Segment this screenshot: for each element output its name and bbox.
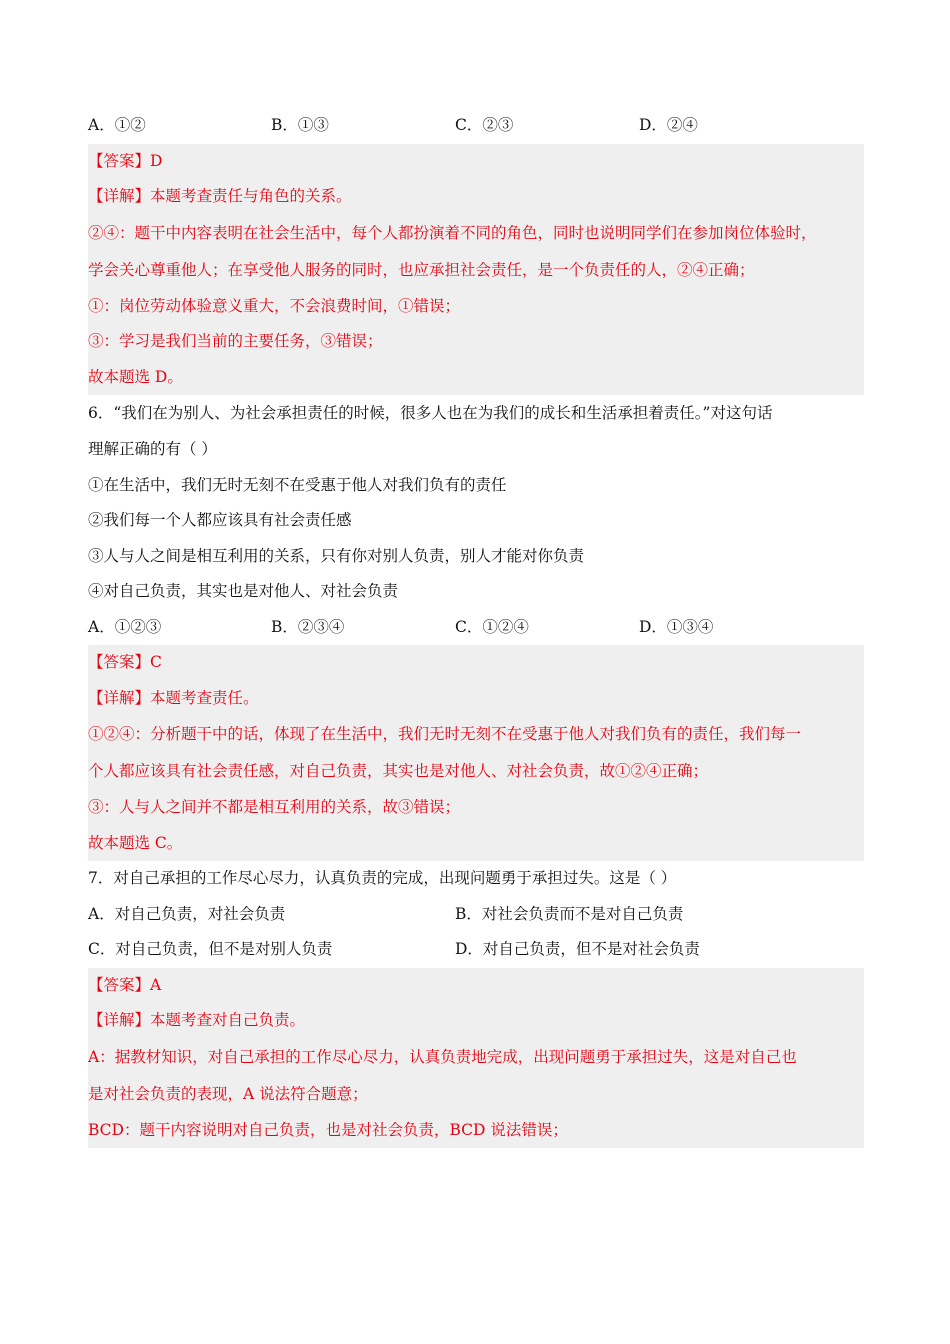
q6-statement: ③人与人之间是相互利用的关系，只有你对别人负责，别人才能对你负责 <box>88 546 585 565</box>
q5-analysis-line: ②④：题干中内容表明在社会生活中，每个人都扮演着不同的角色，同时也说明同学们在参加岗位体验时， <box>88 223 817 242</box>
q6-option-c: C．①②④ <box>455 617 529 636</box>
q7-option-a: A．对自己负责，对社会负责 <box>88 904 286 923</box>
q6-analysis-line: 故本题选 C。 <box>88 833 183 852</box>
q6-statement: ②我们每一个人都应该具有社会责任感 <box>88 511 352 529</box>
q6-answer: 【答案】C <box>88 653 162 671</box>
q7-options-row-2 <box>88 932 864 968</box>
q5-answer: 【答案】D <box>88 151 163 170</box>
q5-analysis-line: 故本题选 D。 <box>88 367 183 386</box>
q5-analysis-line: ③：学习是我们当前的主要任务，③错误； <box>88 332 383 350</box>
document-page <box>88 108 864 1148</box>
q7-option-d: D．对自己负责，但不是对社会负责 <box>455 940 700 958</box>
q6-analysis-line: 个人都应该具有社会责任感，对自己负责，其实也是对他人、对社会负责，故①②④正确； <box>88 762 709 780</box>
q5-option-c: C．②③ <box>455 116 514 134</box>
q5-option-b: B．①③ <box>271 116 329 134</box>
q5-answer-block <box>88 144 864 396</box>
q7-options-row-1 <box>88 897 864 933</box>
q6-answer-block <box>88 645 864 861</box>
q6-statement: ④对自己负责，其实也是对他人、对社会负责 <box>88 582 399 600</box>
q6-stem-line: 6．“我们在为别人、为社会承担责任的时候，很多人也在为我们的成长和生活承担着责任。”对这句话 <box>88 404 773 422</box>
q5-analysis-line: ①：岗位劳动体验意义重大，不会浪费时间，①错误； <box>88 296 461 315</box>
q6-analysis-line: ③：人与人之间并不都是相互利用的关系，故③错误； <box>88 798 461 816</box>
q5-detail: 【详解】本题考查责任与角色的关系。 <box>88 187 352 205</box>
q7-analysis-line: 是对社会负责的表现，A 说法符合题意； <box>88 1084 368 1103</box>
q6-option-d: D．①③④ <box>639 617 714 636</box>
q5-analysis-line: 学会关心尊重他人；在享受他人服务的同时，也应承担社会责任，是一个负责任的人，②④正确； <box>88 260 755 279</box>
q7-detail: 【详解】本题考查对自己负责。 <box>88 1011 306 1029</box>
q7-option-b: B．对社会负责而不是对自己负责 <box>455 904 684 923</box>
q6-analysis-line: ①②④：分析题干中的话，体现了在生活中，我们无时无刻不在受惠于他人对我们负有的责任，我们每一 <box>88 725 802 743</box>
q6-detail: 【详解】本题考查责任。 <box>88 688 259 707</box>
q6-statement: ①在生活中，我们无时无刻不在受惠于他人对我们负有的责任 <box>88 475 507 494</box>
q7-analysis-line: A：据教材知识，对自己承担的工作尽心尽力，认真负责地完成，出现问题勇于承担过失，这是对自己也 <box>88 1047 797 1066</box>
q5-options <box>88 108 864 144</box>
q5-option-a: A．①② <box>88 116 146 134</box>
q6-options <box>88 610 864 646</box>
q7-answer: 【答案】A <box>88 975 162 994</box>
q6-stem-line: 理解正确的有（ ） <box>88 440 217 458</box>
q7-option-c: C．对自己负责，但不是对别人负责 <box>88 940 333 958</box>
q7-stem: 7．对自己承担的工作尽心尽力，认真负责的完成，出现问题勇于承担过失。这是（ ） <box>88 869 677 887</box>
q5-option-d: D．②④ <box>639 116 698 134</box>
q6-option-b: B．②③④ <box>271 617 345 636</box>
q7-analysis-line: BCD：题干内容说明对自己负责，也是对社会负责，BCD 说法错误； <box>88 1120 568 1139</box>
q7-answer-block <box>88 968 864 1149</box>
q6-option-a: A．①②③ <box>88 617 162 636</box>
